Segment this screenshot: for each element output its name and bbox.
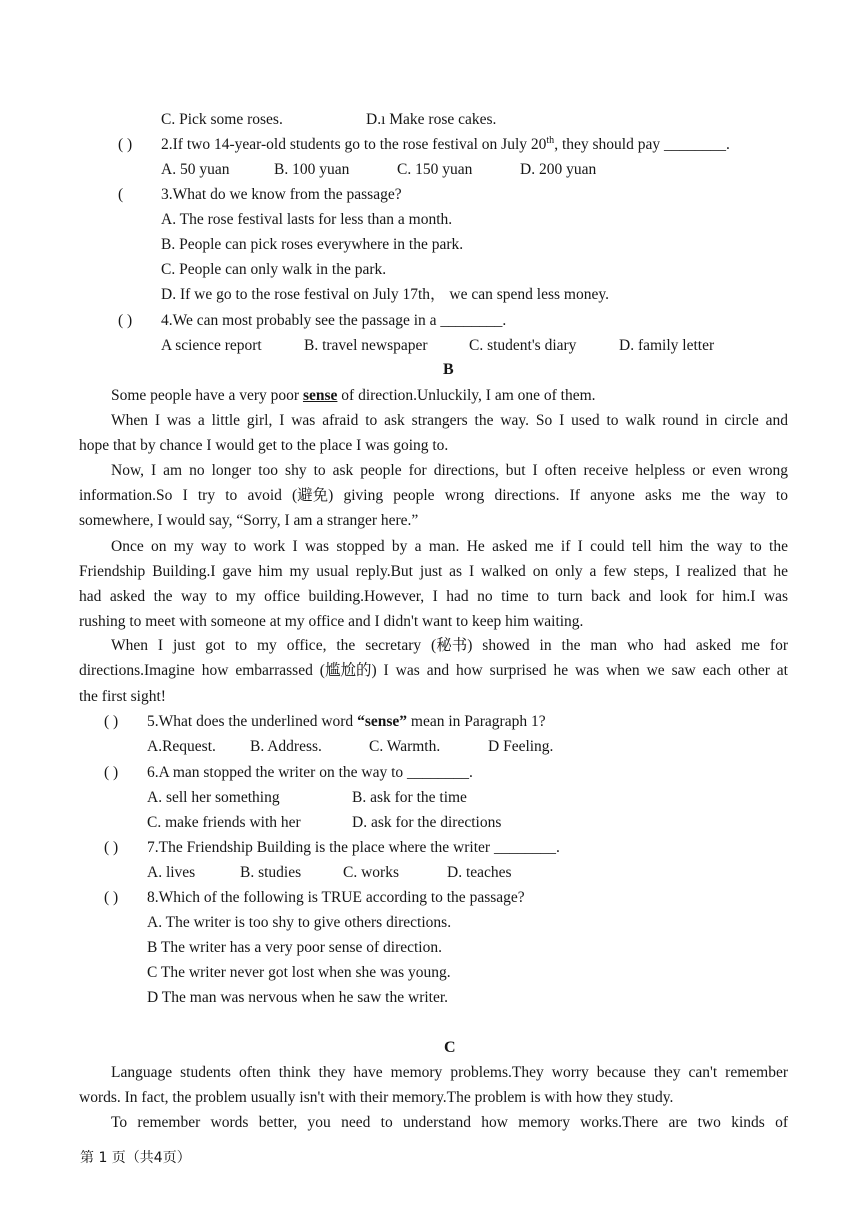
q3-option-b: B. People can pick roses everywhere in the park. (161, 236, 464, 253)
passage-b-p4-line1: Once on my way to work I was stopped by a man. He asked me if I could tell him the way to the (111, 538, 788, 555)
q4-option-b: B. travel newspaper (304, 337, 428, 354)
passage-b-p5-line2: directions.Imagine how embarrassed (尴尬的) I was and how surprised he was when we saw each other at (79, 662, 788, 679)
passage-c-p1-line1: Language students often think they have memory problems.They worry because they can't remember (111, 1064, 788, 1081)
q3-answer-paren[interactable]: ( (118, 186, 124, 203)
q3-stem: 3.What do we know from the passage? (161, 186, 402, 203)
q2-option-c: C. 150 yuan (397, 161, 473, 178)
passage-b-p4-line2: Friendship Building.I gave him my usual reply.But just as I walked on only a few steps, I realized that he (79, 563, 788, 580)
q6-option-c: C. make friends with her (147, 814, 301, 831)
q8-answer-paren[interactable]: ( ) (104, 889, 119, 906)
section-c-heading: C (444, 1039, 456, 1056)
q4-answer-paren[interactable]: ( ) (118, 312, 133, 329)
passage-b-p1: Some people have a very poor sense of direction.Unluckily, I am one of them. (111, 387, 596, 404)
q6-option-b: B. ask for the time (352, 789, 467, 806)
q1-option-d: D.ı Make rose cakes. (366, 111, 497, 128)
q3-option-a: A. The rose festival lasts for less than a month. (161, 211, 453, 228)
q5-option-c: C. Warmth. (369, 738, 441, 755)
section-b-heading: B (443, 361, 454, 378)
q7-option-a: A. lives (147, 864, 196, 881)
passage-b-p3-line3: somewhere, I would say, “Sorry, I am a stranger here.” (79, 512, 419, 529)
q7-option-c: C. works (343, 864, 399, 881)
q2-answer-paren[interactable]: ( ) (118, 136, 133, 153)
q7-stem: 7.The Friendship Building is the place where the writer ________. (147, 839, 560, 856)
q3-option-d: D. If we go to the rose festival on July 17th， we can spend less money. (161, 286, 609, 303)
q1-option-c: C. Pick some roses. (161, 111, 283, 128)
q4-option-d: D. family letter (619, 337, 715, 354)
passage-c-p1-line2: words. In fact, the problem usually isn't with their memory.The problem is with how they study. (79, 1089, 674, 1106)
q8-option-c: C The writer never got lost when she was young. (147, 964, 451, 981)
passage-b-p4-line3: had asked the way to my office building.However, I had no time to turn back and look for him.I was (79, 588, 788, 605)
passage-b-p5-line3: the first sight! (79, 688, 166, 705)
q5-stem: 5.What does the underlined word “sense” mean in Paragraph 1? (147, 713, 546, 730)
q5-option-a: A.Request. (147, 738, 216, 755)
passage-b-p5-line1: When I just got to my office, the secretary (秘书) showed in the man who had asked me for (111, 637, 788, 654)
q4-stem: 4.We can most probably see the passage in a ________. (161, 312, 507, 329)
q6-answer-paren[interactable]: ( ) (104, 764, 119, 781)
page-footer: 第 1 页（共4页） (80, 1150, 191, 1166)
passage-c-p2-line1: To remember words better, you need to understand how memory works.There are two kinds of (111, 1114, 788, 1131)
q8-option-a: A. The writer is too shy to give others directions. (147, 914, 452, 931)
q2-option-d: D. 200 yuan (520, 161, 597, 178)
q3-option-c: C. People can only walk in the park. (161, 261, 387, 278)
q5-option-d: D Feeling. (488, 738, 554, 755)
q6-option-a: A. sell her something (147, 789, 280, 806)
passage-b-p3-line2: information.So I try to avoid (避免) giving people wrong directions. If anyone asks me the way to (79, 487, 788, 504)
passage-b-p3-line1: Now, I am no longer too shy to ask people for directions, but I often receive helpless or even wrong (111, 462, 788, 479)
q5-answer-paren[interactable]: ( ) (104, 713, 119, 730)
passage-b-p2-line1: When I was a little girl, I was afraid to ask strangers the way. So I used to walk round in circle and (111, 412, 788, 429)
q2-option-a: A. 50 yuan (161, 161, 230, 178)
passage-b-p4-line4: rushing to meet with someone at my office and I didn't want to keep him waiting. (79, 613, 584, 630)
underlined-word-sense: sense (302, 387, 338, 404)
q6-stem: 6.A man stopped the writer on the way to ________. (147, 764, 473, 781)
q6-option-d: D. ask for the directions (352, 814, 502, 831)
q8-option-d: D The man was nervous when he saw the writer. (147, 989, 449, 1006)
q7-option-b: B. studies (240, 864, 302, 881)
q4-option-c: C. student's diary (469, 337, 577, 354)
q8-stem: 8.Which of the following is TRUE according to the passage? (147, 889, 525, 906)
passage-b-p2-line2: hope that by chance I would get to the place I was going to. (79, 437, 449, 454)
q2-stem: 2.If two 14-year-old students go to the rose festival on July 20th, they should pay ________. (161, 134, 730, 153)
q2-option-b: B. 100 yuan (274, 161, 350, 178)
q5-option-b: B. Address. (250, 738, 322, 755)
q4-option-a: A science report (161, 337, 262, 354)
q8-option-b: B The writer has a very poor sense of direction. (147, 939, 442, 956)
q7-answer-paren[interactable]: ( ) (104, 839, 119, 856)
q7-option-d: D. teaches (447, 864, 512, 881)
